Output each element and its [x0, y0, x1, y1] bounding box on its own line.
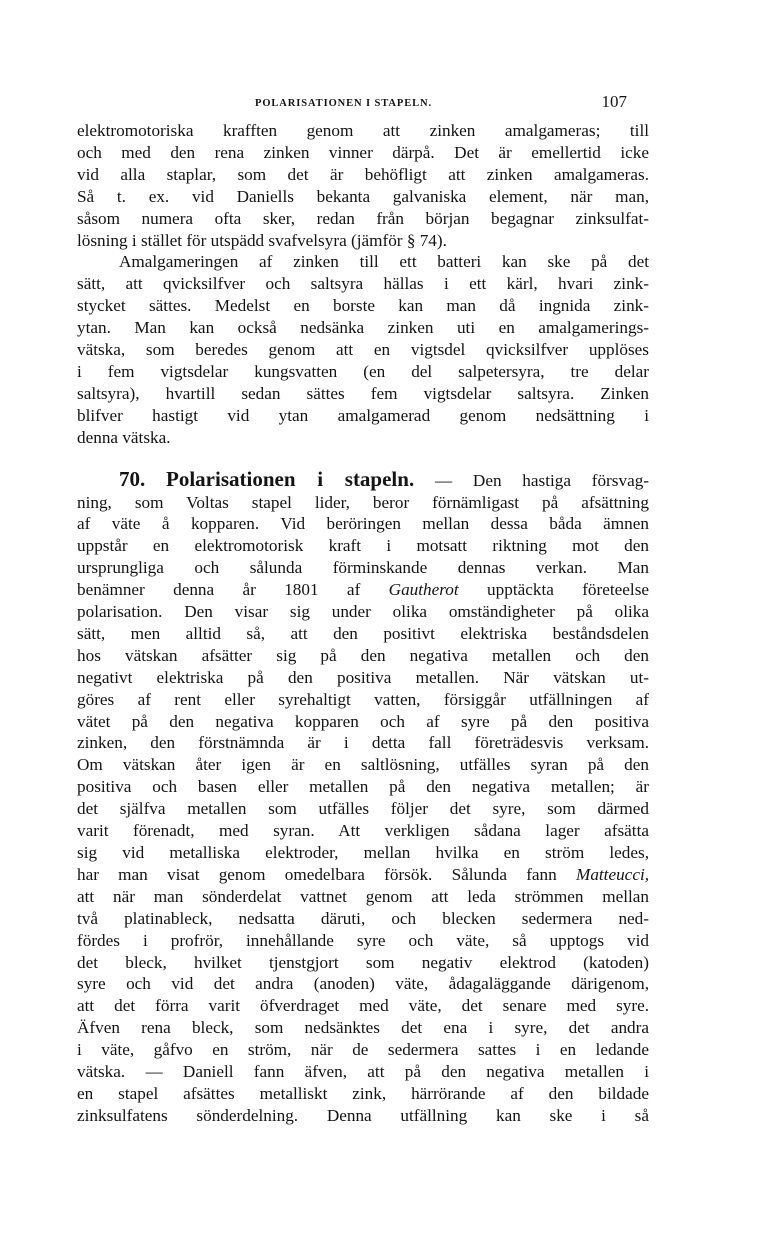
text-line: att det förra varit öfverdraget med väte, det senare med syre. — [77, 996, 649, 1016]
text-line: vätska. — Daniell fann äfven, att på den negativa metallen i — [77, 1062, 649, 1082]
section-polarisation — [77, 466, 650, 1127]
text-line: sig vid metalliska elektroder, mellan hvilka en ström ledes, — [77, 843, 649, 862]
paragraph-amalgamation-intro — [77, 120, 649, 251]
text-line: syre och vid det andra (anoden) väte, ådagaläggande därigenom, — [77, 974, 649, 994]
text-line: elektromotoriska krafften genom att zinken amalgameras; till — [77, 121, 649, 140]
text-line: Så t. ex. vid Daniells bekanta galvaniska element, när man, — [77, 186, 649, 206]
text-line: hos vätskan afsätter sig på den negativa metallen och den — [77, 645, 649, 665]
section-lead: — Den hastiga försvag- — [434, 470, 650, 490]
text-line: sätt, men alltid så, att den positivt elektriska beståndsdelen — [77, 623, 649, 643]
section-heading-line — [77, 466, 650, 492]
text-line: stycket sättes. Medelst en borste kan man då ingnida zink- — [77, 296, 649, 316]
text-line: i fem vigtsdelar kungsvatten (en del salpetersyra, tre delar — [77, 361, 649, 381]
section-spacer — [77, 449, 649, 469]
text-line: vätska, som beredes genom att en vigtsdel qvicksilfver upplöses — [77, 340, 649, 360]
text-line: i väte, gåfvo en ström, när de sedermera sattes i en ledande — [77, 1040, 649, 1060]
paragraph-amalgamation-method — [77, 251, 649, 448]
text-line: varit förenadt, med syran. Att verkligen sådana lager afsätta — [77, 821, 649, 841]
text-line: blifver hastigt vid ytan amalgamerad genom nedsättning i — [77, 405, 649, 425]
text-line: polarisation. Den visar sig under olika omständigheter på olika — [77, 602, 649, 622]
author-name-gautherot: Gautherot — [388, 580, 459, 600]
page-header — [77, 92, 649, 120]
running-head: POLARISATIONEN I STAPELN. — [255, 98, 433, 109]
text-line: sätt, att qvicksilfver och saltsyra hällas i ett kärl, hvari zink- — [77, 274, 649, 294]
text-line: af väte å kopparen. Vid beröringen mellan dessa båda ämnen — [77, 514, 649, 534]
text-line: göres af rent eller syrehaltigt vatten, försiggår utfällningen af — [77, 689, 649, 709]
text-fragment: upptäckta företeelse — [487, 580, 650, 600]
text-line: negativt elektriska på den positiva metallen. När vätskan ut- — [77, 667, 649, 687]
text-line: zinksulfatens sönderdelning. Denna utfällning kan ske i så — [77, 1105, 649, 1125]
text-line: lösning i stället för utspädd svafvelsyra (jämför § 74). — [77, 230, 447, 250]
page-number: 107 — [601, 92, 627, 111]
text-line: Amalgameringen af zinken till ett batteri kan ske på det — [119, 252, 649, 272]
section-title: Polarisationen i stapeln. — [166, 466, 415, 491]
text-line: positiva och basen eller metallen på den negativa metallen; är — [77, 777, 649, 797]
book-page — [77, 92, 649, 1127]
text-line-matteucci — [77, 864, 649, 886]
section-number: 70. — [119, 466, 146, 491]
text-fragment: benämner denna år 1801 af — [77, 580, 361, 600]
text-line: zinken, den förstnämnda är i detta fall företrädesvis verksam. — [77, 733, 649, 753]
text-line: att när man sönderdelat vattnet genom att leda strömmen mellan — [77, 886, 649, 906]
text-fragment: har man visat genom omedelbara försök. Sålunda fann — [77, 864, 557, 884]
text-line: vätet på den negativa kopparen och af syre på den positiva — [77, 711, 649, 731]
text-line: det själfva metallen som utfälles följer det syre, som därmed — [77, 799, 649, 819]
text-line: fördes i profrör, innehållande syre och väte, så upptogs vid — [77, 930, 649, 950]
text-line: det bleck, hvilket tjenstgjort som negativ elektrod (katoden) — [77, 952, 649, 972]
text-line: Om vätskan åter igen är en saltlösning, utfälles syran på den — [77, 755, 649, 775]
text-line: saltsyra), hvartill sedan sättes fem vigtsdelar saltsyra. Zinken — [77, 383, 649, 403]
text-line: en stapel afsättes metalliskt zink, härrörande af den bildade — [77, 1083, 649, 1103]
author-name-matteucci: Matteucci, — [576, 864, 650, 884]
text-line: denna vätska. — [77, 427, 171, 447]
text-line: såsom numera ofta sker, redan från början begagnar zinksulfat- — [77, 208, 649, 228]
text-line: ursprungliga och sålunda förminskande dennas verkan. Man — [77, 558, 649, 578]
text-line: vid alla staplar, som det är behöfligt att zinken amalgameras. — [77, 164, 649, 184]
text-line: och med den rena zinken vinner därpå. Det är emellertid icke — [77, 142, 649, 162]
text-line: ytan. Man kan också nedsänka zinken uti en amalgamerings- — [77, 318, 649, 338]
text-line-gautherot — [77, 579, 649, 601]
text-line: ning, som Voltas stapel lider, beror förnämligast på afsättning — [77, 492, 649, 512]
text-line: uppstår en elektromotorisk kraft i motsatt riktning mot den — [77, 536, 649, 556]
text-line: Äfven rena bleck, som nedsänktes det ena i syre, det andra — [77, 1018, 649, 1038]
text-line: två platinableck, nedsatta däruti, och blecken sedermera ned- — [77, 908, 649, 928]
